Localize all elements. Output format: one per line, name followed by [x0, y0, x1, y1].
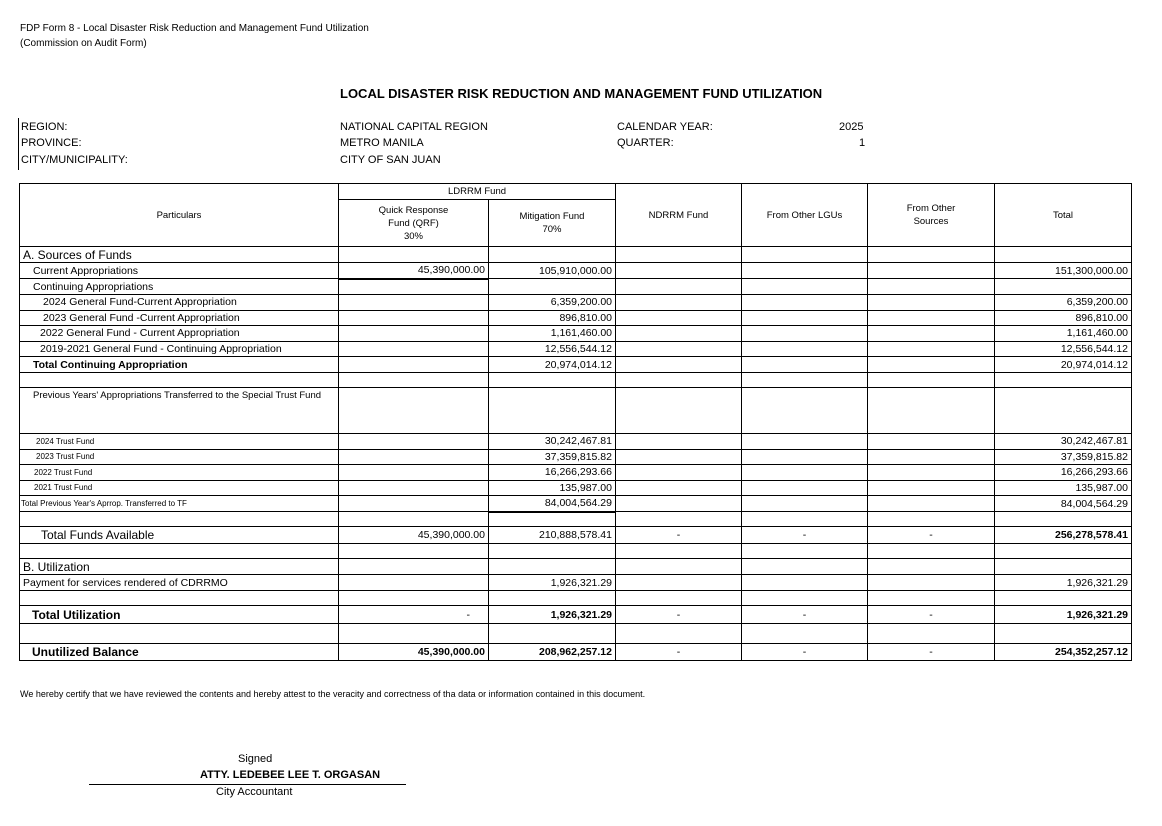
cell-ndrrm: -: [616, 606, 742, 624]
cell-mitigation: 6,359,200.00: [489, 295, 616, 311]
signature-status: Signed: [238, 753, 273, 765]
cell-mitigation: 1,926,321.29: [489, 606, 616, 624]
cell-other-lgus: -: [742, 606, 868, 624]
cell-mitigation: 84,004,564.29: [489, 496, 616, 512]
cell-mitigation: 30,242,467.81: [489, 434, 616, 450]
cell-other-sources: -: [868, 644, 995, 661]
form-source: (Commission on Audit Form): [20, 38, 147, 49]
row-label: 2024 General Fund-Current Appropriation: [20, 295, 339, 311]
table-row: [20, 644, 1132, 661]
col-particulars: Particulars: [20, 184, 339, 247]
form-number: FDP Form 8 - Local Disaster Risk Reduction and Management Fund Utilization: [20, 23, 369, 34]
cell-mitigation: 135,987.00: [489, 480, 616, 496]
region-value: NATIONAL CAPITAL REGION: [340, 121, 488, 133]
table-row: [20, 527, 1132, 544]
table-row: [20, 559, 1132, 575]
col-mitigation: Mitigation Fund 70%: [489, 200, 616, 247]
row-label: Payment for services rendered of CDRRMO: [20, 575, 339, 591]
cell-qrf: 45,390,000.00: [339, 644, 489, 661]
row-label: Total Continuing Appropriation: [20, 357, 339, 373]
cell-other-lgus: -: [742, 644, 868, 661]
cell-other-sources: -: [868, 606, 995, 624]
table-row: [20, 341, 1132, 357]
cell-total: 256,278,578.41: [995, 527, 1132, 544]
cell-mitigation: 16,266,293.66: [489, 465, 616, 481]
cell-total: 12,556,544.12: [995, 341, 1132, 357]
table-row: [20, 449, 1132, 465]
table-row: [20, 606, 1132, 624]
cell-total: 16,266,293.66: [995, 465, 1132, 481]
cell-mitigation: 1,161,460.00: [489, 326, 616, 342]
year-value: 2025: [839, 121, 864, 133]
col-other-sources: From Other Sources: [868, 184, 995, 247]
cell-total: 30,242,467.81: [995, 434, 1132, 450]
table-row: [20, 388, 1132, 434]
region-label: REGION:: [21, 121, 68, 133]
city-value: CITY OF SAN JUAN: [340, 154, 441, 166]
cell-mitigation: 105,910,000.00: [489, 263, 616, 279]
table-row: [20, 357, 1132, 373]
quarter-label: QUARTER:: [617, 137, 674, 149]
table-row: [20, 295, 1132, 311]
row-label: Total Funds Available: [20, 527, 339, 544]
row-label: Previous Years' Appropriations Transferred to the Special Trust Fund: [20, 388, 339, 434]
row-label: 2023 General Fund -Current Appropriation: [20, 310, 339, 326]
table-row: [20, 279, 1132, 295]
row-label: 2022 Trust Fund: [20, 465, 339, 481]
section-utilization: B. Utilization: [20, 559, 339, 575]
col-ldrrm-fund: LDRRM Fund: [339, 184, 616, 200]
signature-line: [89, 784, 406, 785]
cell-mitigation: 12,556,544.12: [489, 341, 616, 357]
cell-other-sources: -: [868, 527, 995, 544]
table-row: [20, 624, 1132, 644]
cell-total: 37,359,815.82: [995, 449, 1132, 465]
signatory-position: City Accountant: [216, 786, 293, 798]
cell-total: 135,987.00: [995, 480, 1132, 496]
row-label: Unutilized Balance: [20, 644, 339, 661]
col-other-lgus: From Other LGUs: [742, 184, 868, 247]
cell-other-lgus: -: [742, 527, 868, 544]
col-qrf: Quick Response Fund (QRF) 30%: [339, 200, 489, 247]
year-label: CALENDAR YEAR:: [617, 121, 713, 133]
city-label: CITY/MUNICIPALITY:: [21, 154, 128, 166]
table-row: [20, 512, 1132, 527]
province-value: METRO MANILA: [340, 137, 424, 149]
row-label: Total Utilization: [20, 606, 339, 624]
cell-qrf: 45,390,000.00: [339, 263, 489, 279]
cell-qrf: -: [339, 606, 489, 624]
table-row: [20, 247, 1132, 263]
row-label: Current Appropriations: [20, 263, 339, 279]
cell-mitigation: 896,810.00: [489, 310, 616, 326]
fund-utilization-table: [19, 183, 1132, 661]
cell-qrf: 45,390,000.00: [339, 527, 489, 544]
table-row: [20, 310, 1132, 326]
cell-mitigation: 210,888,578.41: [489, 527, 616, 544]
section-sources: A. Sources of Funds: [20, 247, 339, 263]
row-label: Continuing Appropriations: [20, 279, 339, 295]
table-row: [20, 263, 1132, 279]
quarter-value: 1: [859, 137, 866, 149]
row-label: 2021 Trust Fund: [20, 480, 339, 496]
signatory-name: ATTY. LEDEBEE LEE T. ORGASAN: [200, 769, 381, 781]
cell-mitigation: 37,359,815.82: [489, 449, 616, 465]
cell-total: 1,926,321.29: [995, 575, 1132, 591]
row-label: 2019-2021 General Fund - Continuing Appropriation: [20, 341, 339, 357]
row-label: Total Previous Year's Aprrop. Transferred to TF: [20, 496, 339, 512]
cell-total: 6,359,200.00: [995, 295, 1132, 311]
table-row: [20, 575, 1132, 591]
province-label: PROVINCE:: [21, 137, 82, 149]
cell-ndrrm: -: [616, 527, 742, 544]
table-row: [20, 496, 1132, 512]
certification-text: We hereby certify that we have reviewed the contents and hereby attest to the veracity and correctness of tha data or information contained in this document.: [20, 689, 646, 699]
row-label: 2024 Trust Fund: [20, 434, 339, 450]
table-row: [20, 326, 1132, 342]
cell-mitigation: 208,962,257.12: [489, 644, 616, 661]
col-total: Total: [995, 184, 1132, 247]
cell-total: 1,161,460.00: [995, 326, 1132, 342]
cell-total: 1,926,321.29: [995, 606, 1132, 624]
col-ndrrm: NDRRM Fund: [616, 184, 742, 247]
cell-mitigation: 20,974,014.12: [489, 357, 616, 373]
cell-mitigation: 1,926,321.29: [489, 575, 616, 591]
page-title: LOCAL DISASTER RISK REDUCTION AND MANAGEMENT FUND UTILIZATION: [340, 86, 823, 101]
table-row: [20, 480, 1132, 496]
cell-total: 84,004,564.29: [995, 496, 1132, 512]
table-row: [20, 465, 1132, 481]
table-row: [20, 373, 1132, 388]
info-left-rule: [18, 118, 19, 170]
table-row: [20, 434, 1132, 450]
cell-total: 151,300,000.00: [995, 263, 1132, 279]
table-row: [20, 544, 1132, 559]
cell-ndrrm: -: [616, 644, 742, 661]
row-label: 2023 Trust Fund: [20, 449, 339, 465]
cell-total: 254,352,257.12: [995, 644, 1132, 661]
cell-total: 20,974,014.12: [995, 357, 1132, 373]
row-label: 2022 General Fund - Current Appropriation: [20, 326, 339, 342]
cell-total: 896,810.00: [995, 310, 1132, 326]
table-row: [20, 591, 1132, 606]
